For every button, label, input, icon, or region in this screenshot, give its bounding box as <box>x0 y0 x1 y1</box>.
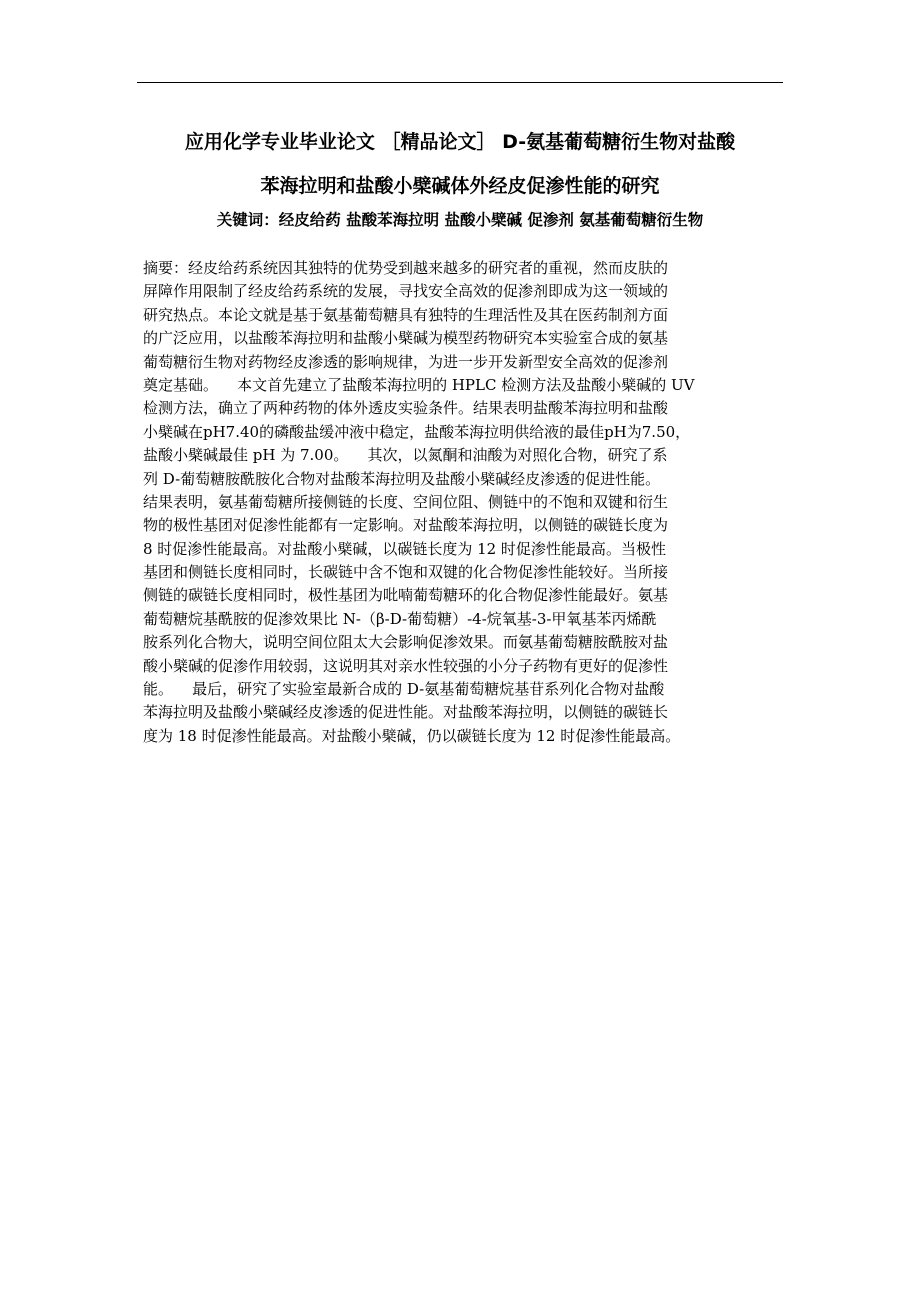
abstract-line: 奠定基础。 本文首先建立了盐酸苯海拉明的 HPLC 检测方法及盐酸小檗碱的 UV <box>143 375 695 394</box>
abstract-line: 胺系列化合物大，说明空间位阻太大会影响促渗效果。而氨基葡萄糖胺酰胺对盐 <box>143 633 669 652</box>
title-line-2: 苯海拉明和盐酸小檗碱体外经皮促渗性能的研究 <box>260 175 660 197</box>
abstract-line: 苯海拉明及盐酸小檗碱经皮渗透的促进性能。对盐酸苯海拉明，以侧链的碳链长 <box>143 703 669 722</box>
abstract-line: 葡萄糖烷基酰胺的促渗效果比 N-（β-D-葡萄糖）-4-烷氧基-3-甲氧基苯丙烯酰 <box>143 609 657 628</box>
abstract-line: 研究热点。本论文就是基于氨基葡萄糖具有独特的生理活性及其在医药制剂方面 <box>143 305 669 324</box>
abstract-line: 度为 18 时促渗性能最高。对盐酸小檗碱，仍以碳链长度为 12 时促渗性能最高。 <box>143 726 681 745</box>
header-rule <box>137 82 783 83</box>
abstract-line: 列 D-葡萄糖胺酰胺化合物对盐酸苯海拉明及盐酸小檗碱经皮渗透的促进性能。 <box>143 469 661 488</box>
abstract-line: 结果表明，氨基葡萄糖所接侧链的长度、空间位阻、侧链中的不饱和双键和衍生 <box>143 492 669 511</box>
abstract-line: 摘要：经皮给药系统因其独特的优势受到越来越多的研究者的重视，然而皮肤的 <box>143 259 669 277</box>
abstract-line: 检测方法，确立了两种药物的体外透皮实验条件。结果表明盐酸苯海拉明和盐酸 <box>143 399 669 418</box>
abstract-line: 侧链的碳链长度相同时，极性基团为吡喃葡萄糖环的化合物促渗性能最好。氨基 <box>143 586 669 605</box>
abstract-line: 物的极性基团对促渗性能都有一定影响。对盐酸苯海拉明，以侧链的碳链长度为 <box>143 516 669 535</box>
abstract-line: 的广泛应用，以盐酸苯海拉明和盐酸小檗碱为模型药物研究本实验室合成的氨基 <box>143 329 669 348</box>
abstract-line: 盐酸小檗碱最佳 pH 为 7.00。 其次，以氮酮和油酸为对照化合物，研究了系 <box>143 446 668 465</box>
abstract-line: 基团和侧链长度相同时，长碳链中含不饱和双键的化合物促渗性能较好。当所接 <box>143 563 669 582</box>
abstract-line: 8 时促渗性能最高。对盐酸小檗碱，以碳链长度为 12 时促渗性能最高。当极性 <box>143 539 666 558</box>
abstract-line: 屏障作用限制了经皮给药系统的发展，寻找安全高效的促渗剂即成为这一领域的 <box>143 282 669 301</box>
abstract-line: 酸小檗碱的促渗作用较弱，这说明其对亲水性较强的小分子药物有更好的促渗性 <box>143 656 669 675</box>
abstract-line: 能。 最后，研究了实验室最新合成的 D-氨基葡萄糖烷基苷系列化合物对盐酸 <box>143 680 665 699</box>
title-line-1: 应用化学专业毕业论文 ［精品论文］ D-氨基葡萄糖衍生物对盐酸 <box>184 131 736 153</box>
paper-title <box>137 120 783 208</box>
abstract-line: 小檗碱在pH7.40的磷酸盐缓冲液中稳定，盐酸苯海拉明供给液的最佳pH为7.50， <box>143 422 691 441</box>
keywords-line: 关键词：经皮给药 盐酸苯海拉明 盐酸小檗碱 促渗剂 氨基葡萄糖衍生物 <box>216 211 704 229</box>
abstract-line: 葡萄糖衍生物对药物经皮渗透的影响规律，为进一步开发新型安全高效的促渗剂 <box>143 352 669 371</box>
abstract-body <box>143 257 783 748</box>
